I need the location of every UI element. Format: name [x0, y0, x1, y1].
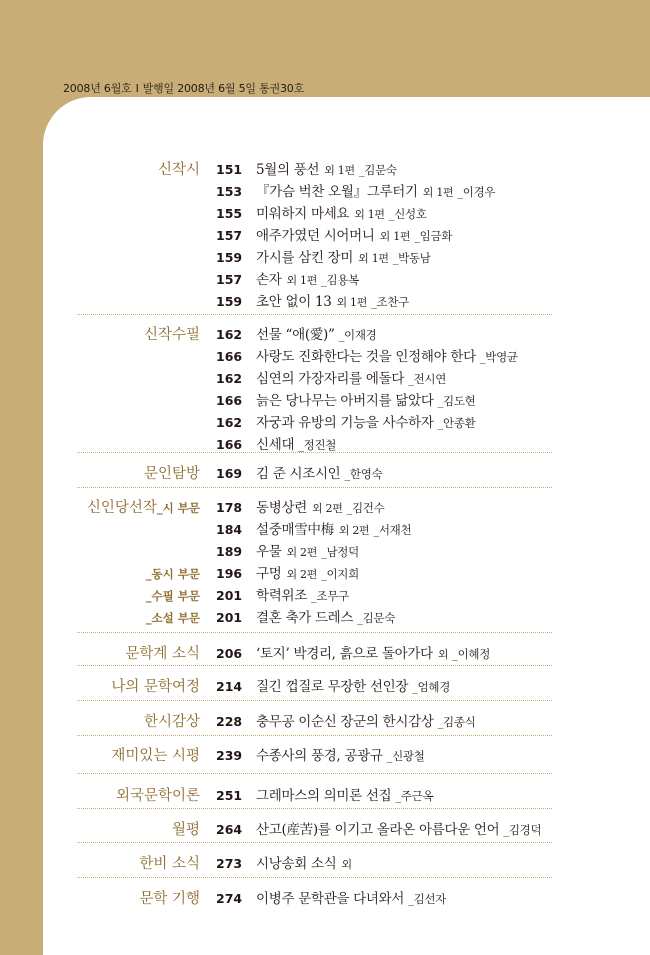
toc-author: _서재천: [373, 523, 412, 537]
toc-author: _한영숙: [344, 467, 383, 481]
toc-category-label: 재미있는 시평: [111, 748, 200, 764]
toc-author: _신광철: [386, 749, 425, 763]
toc-page-number: 166: [216, 349, 243, 364]
toc-title: 김 준 시조시인: [256, 466, 341, 482]
toc-title: 이병주 문학관을 다녀와서: [256, 891, 405, 907]
toc-author: _주근옥: [395, 789, 434, 803]
toc-category: [144, 463, 200, 485]
toc-page-number: 151: [216, 162, 243, 177]
toc-title: 심연의 가장자리를 에돌다: [256, 371, 405, 387]
toc-title: 손자: [256, 272, 282, 288]
toc-entry: [0, 412, 650, 434]
toc-title: 미워하지 마세요: [256, 206, 350, 222]
toc-title-line: [256, 785, 433, 807]
toc-title-line: [256, 159, 397, 182]
section-divider: [77, 452, 552, 453]
toc-category: [87, 497, 200, 519]
toc-category: [111, 676, 200, 698]
toc-note: 외 1편: [354, 208, 385, 221]
toc-entry: [0, 711, 650, 733]
toc-title: 5월의 풍선: [256, 162, 320, 178]
toc-page-number: 189: [216, 544, 243, 559]
toc-note: 외 2편: [286, 568, 318, 581]
toc-category: [139, 888, 200, 910]
toc-category-label: 신작수필: [143, 327, 200, 343]
toc-author: _남정덕: [321, 545, 359, 559]
toc-category: [144, 324, 200, 346]
toc-note: 외: [437, 648, 449, 661]
toc-page-number: 162: [216, 327, 243, 342]
toc-title-line: [256, 463, 382, 485]
toc-title: 산고(産苦)를 이기고 올라온 아름다운 언어: [256, 822, 500, 838]
section-divider: [77, 700, 552, 701]
issue-month: 2008년 6월호: [63, 82, 132, 95]
toc-note: 외 2편: [286, 546, 318, 559]
toc-title: 선물 “애(愛)”: [256, 327, 335, 343]
toc-title-line: [256, 203, 427, 226]
toc-category: [111, 745, 200, 767]
toc-category: [172, 819, 200, 841]
toc-category: [116, 785, 200, 807]
toc-author: _조무구: [310, 589, 349, 603]
toc-entry: [0, 497, 650, 519]
toc-page-number: 196: [216, 566, 243, 581]
toc-category-label: 월평: [171, 822, 200, 838]
toc-entry: [0, 585, 650, 607]
toc-author: _안종환: [437, 416, 476, 430]
toc-entry: [0, 324, 650, 346]
toc-title-line: [256, 225, 452, 248]
toc-author: _김문숙: [358, 163, 397, 177]
toc-note: 외 2편: [311, 502, 343, 515]
toc-title-line: [256, 368, 446, 390]
section-divider: [77, 773, 552, 774]
toc-note: 외: [341, 858, 352, 871]
toc-title: 결혼 축가 드레스: [256, 610, 354, 626]
toc-entry: [0, 291, 650, 313]
toc-note: 외 2편: [338, 524, 370, 537]
toc-entry: [0, 247, 650, 269]
toc-note: 외 1편: [358, 252, 389, 265]
section-divider: [77, 808, 552, 809]
toc-title-line: [256, 819, 541, 841]
section-divider: [77, 314, 552, 315]
toc-title: 질긴 껍질로 무장한 선인장: [256, 679, 409, 695]
toc-title-line: [256, 676, 450, 698]
toc-entry: [0, 203, 650, 225]
toc-entry: [0, 563, 650, 585]
toc-title-line: [256, 497, 384, 520]
toc-author: _김종식: [437, 715, 476, 729]
toc-title: 초안 없이 13: [256, 294, 332, 310]
toc-category-label: 신인당선작: [86, 500, 157, 516]
toc-entry: [0, 159, 650, 181]
toc-title: 자궁과 유방의 기능을 사수하자: [256, 415, 434, 431]
toc-title-line: [256, 291, 409, 314]
toc-page-number: 214: [216, 679, 243, 694]
toc-page-number: 206: [216, 646, 243, 661]
toc-category-label: 신작시: [157, 162, 200, 178]
toc-category: [144, 711, 200, 733]
toc-title-line: [256, 541, 359, 564]
toc-entry: [0, 853, 650, 875]
toc-author: _엄혜경: [412, 680, 451, 694]
section-divider: [77, 632, 552, 633]
toc-author: _김도현: [437, 394, 476, 408]
toc-title-line: [256, 745, 425, 767]
toc-category: [125, 643, 200, 665]
toc-page-number: 178: [216, 500, 243, 515]
toc-title: ‘토지’ 박경리, 흙으로 돌아가다: [256, 646, 433, 662]
toc-title: 수종사의 풍경, 공광규: [256, 748, 383, 764]
toc-page-number: 157: [216, 272, 243, 287]
toc-page-number: 169: [216, 466, 243, 481]
toc-note: 외 1편: [422, 186, 454, 199]
toc-page-number: 228: [216, 714, 243, 729]
toc-entry: [0, 463, 650, 485]
toc-title-line: [256, 519, 411, 542]
toc-entry: [0, 607, 650, 629]
toc-page-number: 162: [216, 371, 243, 386]
toc-author: _이경우: [457, 185, 496, 199]
toc-author: _신성호: [388, 207, 427, 221]
toc-title: 『가슴 벅찬 오월』그루터기: [256, 184, 418, 200]
toc-page-number: 201: [216, 610, 243, 625]
issue-separator: I: [135, 82, 139, 95]
toc-subcategory: _소설 부문: [145, 611, 200, 625]
section-divider: [77, 487, 552, 488]
toc-subcategory: _수필 부문: [145, 589, 200, 603]
toc-title: 그레마스의 의미론 선집: [256, 788, 392, 804]
toc-title-line: [256, 247, 431, 270]
toc-author: _이혜정: [452, 647, 491, 661]
toc-note: 외 1편: [286, 274, 318, 287]
publication-date: 발행일 2008년 6월 5일 통권30호: [142, 82, 305, 95]
toc-entry: [0, 676, 650, 698]
toc-title-line: [256, 412, 476, 434]
toc-note: 외 1편: [379, 230, 411, 243]
toc-subcategory: _동시 부문: [145, 567, 200, 581]
toc-author: _정진철: [298, 438, 337, 452]
toc-author: _김선자: [408, 892, 447, 906]
toc-title: 설중매雪中梅: [256, 522, 334, 538]
toc-title-line: [256, 888, 446, 910]
toc-page-number: 273: [216, 856, 243, 871]
toc-category-label: 한비 소식: [139, 856, 200, 872]
toc-page-number: 264: [216, 822, 243, 837]
toc-title-line: [256, 643, 490, 666]
toc-title: 가시를 삼킨 장미: [256, 250, 354, 266]
toc-entry: [0, 541, 650, 563]
toc-author: _박영균: [479, 350, 518, 364]
toc-page-number: 155: [216, 206, 243, 221]
toc-title: 충무공 이순신 장군의 한시감상: [256, 714, 434, 730]
toc-note: 외 1편: [324, 164, 355, 177]
toc-title-line: [256, 585, 349, 607]
toc-title-line: [256, 563, 359, 586]
toc-title-line: [256, 853, 352, 876]
toc-author: _박동남: [392, 251, 431, 265]
toc-page-number: 159: [216, 250, 243, 265]
toc-title: 신세대: [256, 437, 295, 453]
toc-page-number: 157: [216, 228, 243, 243]
toc-author: _임금화: [414, 229, 453, 243]
toc-entry: [0, 368, 650, 390]
toc-author: _김문숙: [357, 611, 396, 625]
toc-category-label: 문학 기행: [139, 891, 200, 907]
toc-note: 외 1편: [336, 296, 368, 309]
toc-category: [158, 159, 200, 181]
toc-author: _이재경: [338, 328, 377, 342]
toc-title: 늙은 당나무는 아버지를 닮았다: [256, 393, 434, 409]
toc-title-line: [256, 390, 476, 412]
toc-page-number: 201: [216, 588, 243, 603]
toc-entry: [0, 181, 650, 203]
toc-title-line: [256, 711, 476, 733]
toc-page-number: 153: [216, 184, 243, 199]
toc-title: 동병상련: [256, 500, 307, 516]
toc-category: [139, 853, 200, 875]
toc-entry: [0, 390, 650, 412]
toc-author: _전시연: [408, 372, 447, 386]
toc-page-number: 166: [216, 393, 243, 408]
toc-author: _김경덕: [503, 823, 542, 837]
toc-category-label: 문학계 소식: [125, 646, 200, 662]
toc-title-line: [256, 181, 495, 204]
toc-page-number: 159: [216, 294, 243, 309]
toc-subcategory: _시 부문: [156, 501, 200, 515]
toc-title-line: [256, 269, 359, 292]
toc-entry: [0, 643, 650, 665]
section-divider: [77, 842, 552, 843]
toc-page-number: 274: [216, 891, 243, 906]
toc-entry: [0, 346, 650, 368]
toc-category-label: 나의 문학여정: [111, 679, 200, 695]
toc-category-label: 한시감상: [143, 714, 200, 730]
toc-author: _김용복: [321, 273, 359, 287]
section-divider: [77, 735, 552, 736]
toc-category-label: 문인탐방: [143, 466, 200, 482]
toc-page-number: 162: [216, 415, 243, 430]
toc-entry: [0, 888, 650, 910]
toc-page-number: 184: [216, 522, 243, 537]
section-divider: [77, 665, 552, 666]
toc-category-label: 외국문학이론: [115, 788, 200, 804]
toc-entry: [0, 519, 650, 541]
toc-title: 사랑도 진화한다는 것을 인정해야 한다: [256, 349, 476, 365]
section-divider: [77, 877, 552, 878]
toc-author: _김건수: [346, 501, 385, 515]
toc-title: 우물: [256, 544, 282, 560]
toc-entry: [0, 785, 650, 807]
toc-entry: [0, 269, 650, 291]
toc-title: 학력위조: [256, 588, 307, 604]
toc-title: 구멍: [256, 566, 282, 582]
toc-title-line: [256, 346, 518, 368]
toc-title: 시낭송회 소식: [256, 856, 337, 872]
toc-entry: [0, 225, 650, 247]
toc-title-line: [256, 607, 395, 629]
toc-author: _조찬구: [371, 295, 409, 309]
toc-author: _이지희: [321, 567, 359, 581]
toc-entry: [0, 819, 650, 841]
toc-title: 애주가였던 시어머니: [256, 228, 375, 244]
toc-page-number: 166: [216, 437, 243, 452]
toc-page-number: 239: [216, 748, 243, 763]
toc-title-line: [256, 324, 376, 346]
toc-page-number: 251: [216, 788, 243, 803]
toc-entry: [0, 745, 650, 767]
